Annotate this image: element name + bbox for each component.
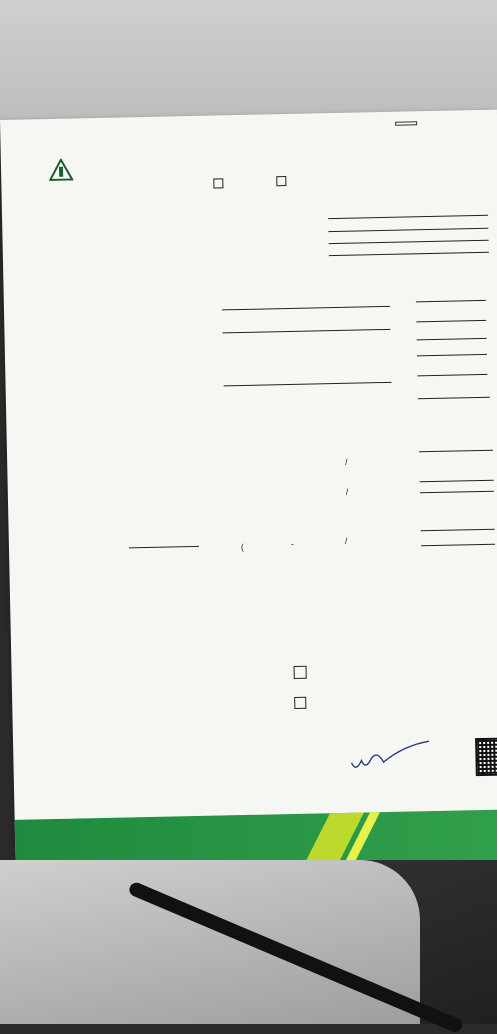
- aft-correction: [222, 329, 390, 334]
- initial-checkbox: [213, 178, 223, 188]
- cloth-background: [0, 860, 420, 1024]
- second-corr-result: [420, 480, 494, 483]
- after-corr-value: [421, 544, 495, 547]
- qr-code-icon: [475, 737, 497, 776]
- fwd-correction: [222, 306, 390, 311]
- div-sign: /: [346, 487, 349, 497]
- div-sign: /: [345, 536, 348, 546]
- empty-checkbox: [293, 666, 306, 679]
- port-value: [328, 228, 488, 232]
- fa2-value: [417, 338, 487, 340]
- vinacontrol-logo-icon: [49, 158, 73, 180]
- owner-value: [329, 240, 489, 244]
- act-trim-value: [417, 354, 487, 356]
- desk-background-top: [0, 0, 497, 120]
- minus-sign: -: [291, 539, 294, 549]
- density-result: [421, 529, 495, 532]
- paren-open: (: [241, 542, 244, 552]
- total-trim-value: [420, 491, 494, 494]
- final-option: [276, 175, 288, 186]
- draft-survey-document: [0, 110, 497, 880]
- doc-code: [395, 121, 417, 125]
- initial-option: [213, 177, 225, 188]
- vessel-value: [328, 215, 488, 219]
- mid-correction: [224, 382, 392, 387]
- aft-result: [416, 320, 486, 322]
- constant-checkbox: [294, 697, 306, 709]
- final-checkbox: [276, 176, 286, 186]
- mid-result: [417, 374, 487, 376]
- fwd-result: [416, 300, 486, 302]
- tcd-value: [129, 546, 199, 548]
- displacement-value: [418, 397, 490, 400]
- builder-value: [329, 252, 489, 256]
- first-corr-result: [419, 450, 493, 453]
- surveyor-signature-icon: [343, 739, 434, 781]
- div-sign: /: [345, 457, 348, 467]
- constant-option: [294, 697, 308, 709]
